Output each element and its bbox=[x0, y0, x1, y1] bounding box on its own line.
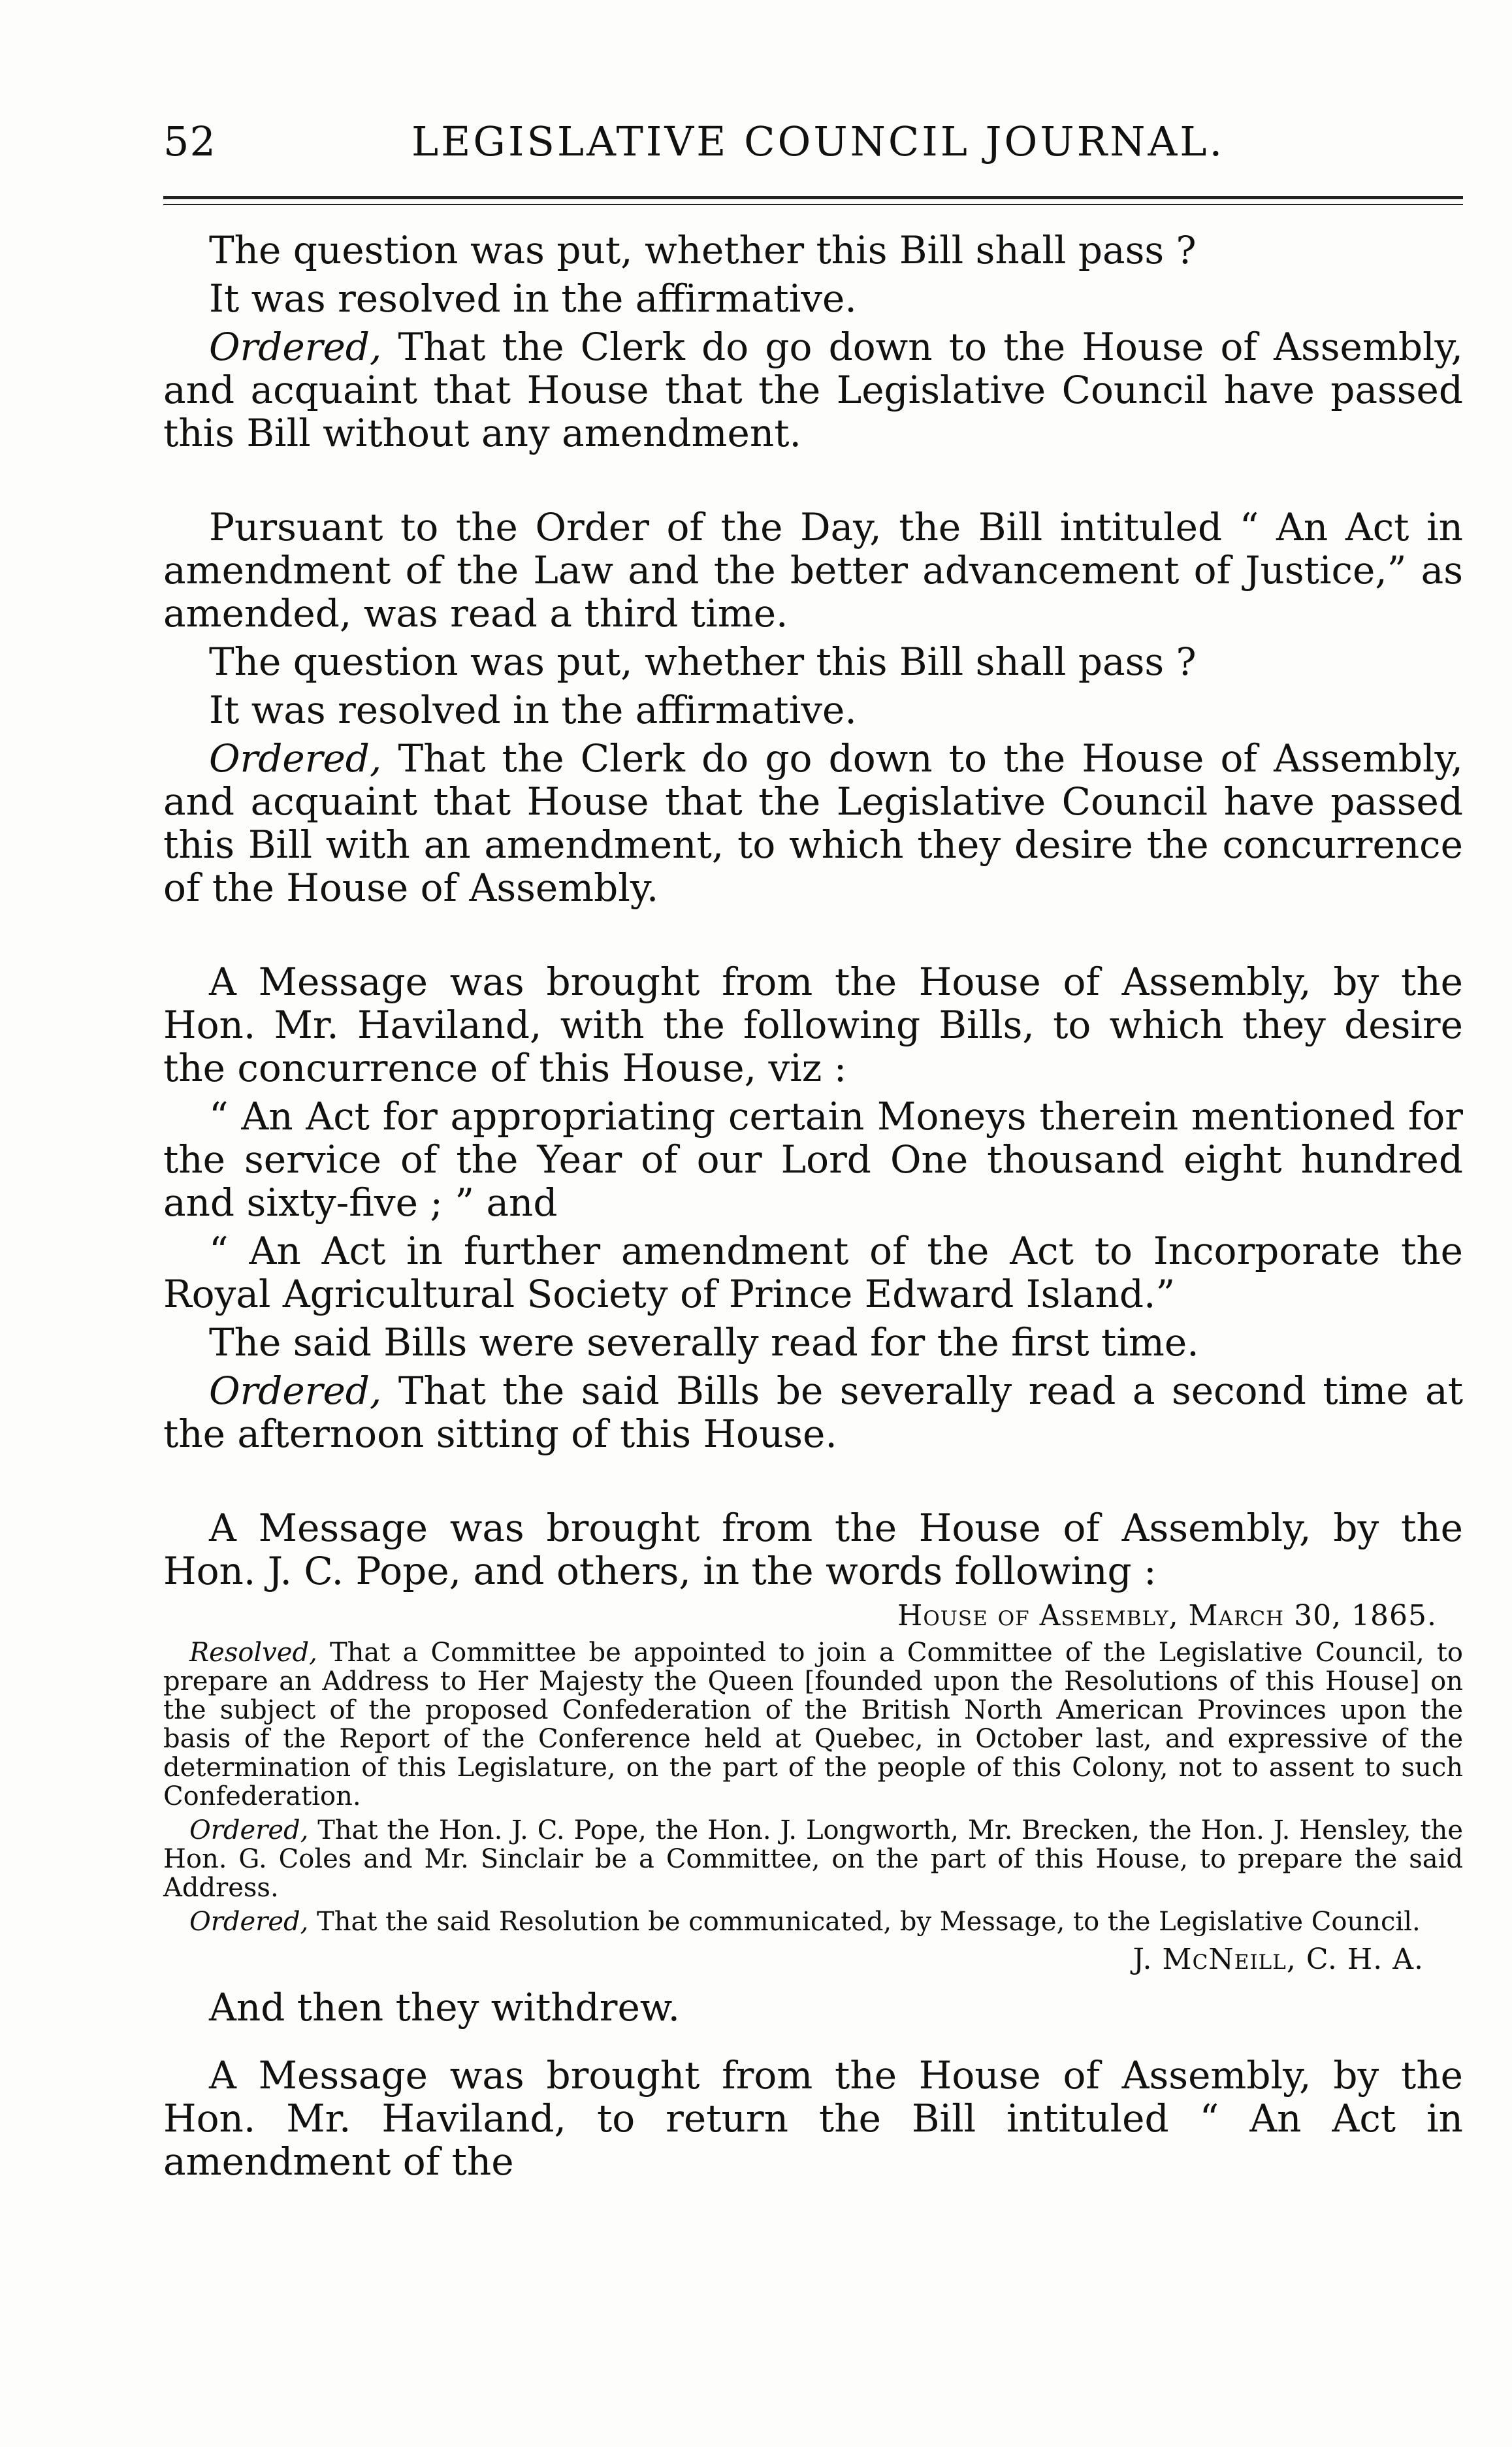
paragraph-bill-appropriation: “ An Act for appropriating certain Moneys therein mentioned for the service of the Year of our Lord One thousand eight hundred and sixty-five ; ” and bbox=[163, 1094, 1463, 1225]
paragraph-resolved-2: It was resolved in the affirmative. bbox=[209, 688, 857, 732]
paragraph-first-reading: The said Bills were severally read for the first time. bbox=[209, 1320, 1199, 1365]
section-gap bbox=[163, 460, 1463, 506]
page-number: 52 bbox=[163, 118, 216, 165]
section-gap bbox=[163, 2034, 1463, 2054]
ordered-label: Ordered, bbox=[189, 1815, 309, 1845]
header-rule-thick bbox=[163, 196, 1463, 199]
paragraph-message-return-bill: A Message was brought from the House of Assembly, by the Hon. Mr. Haviland, to return the Bill intituled “ An Act in amendment of the bbox=[163, 2053, 1463, 2184]
paragraph-order-of-day: Pursuant to the Order of the Day, the Bill intituled “ An Act in amendment of the Law and the better advancement of Justice,” as amended, was read a third time. bbox=[163, 505, 1463, 636]
section-gap bbox=[163, 1461, 1463, 1506]
paragraph-withdrew: And then they withdrew. bbox=[209, 1985, 681, 2030]
ordered-text: That the Clerk do go down to the House of Assembly, and acquaint that House that the Legislative Council have passed this Bill with an amendment, to which they desire the concurrence of the House of Assembly. bbox=[163, 736, 1463, 910]
running-title: LEGISLATIVE COUNCIL JOURNAL. bbox=[411, 118, 1225, 165]
ordered-text: That the Clerk do go down to the House of Assembly, and acquaint that House that the Legislative Council have passed this Bill without any amendment. bbox=[163, 325, 1463, 455]
clerk-signature: J. McNeill, C. H. A. bbox=[1133, 1943, 1424, 1976]
ordered-label: Ordered, bbox=[209, 325, 382, 369]
ordered-text: That the Hon. J. C. Pope, the Hon. J. Longworth, Mr. Brecken, the Hon. J. Hensley, the Hon. G. Coles and Mr. Sinclair be a Committee, on the part of this House, to prepare the said Address. bbox=[163, 1815, 1463, 1903]
paragraph-ordered-1 bbox=[163, 325, 1463, 455]
resolved-label: Resolved, bbox=[189, 1638, 317, 1668]
resolved-body: That a Committee be appointed to join a Committee of the Legislative Council, to prepare an Address to Her Majesty the Queen [founded upon the Resolutions of this House] on the subject of the proposed Confederation of the British North American Provinces upon the basis of the Report of the Conference held at Quebec, in October last, and expressive of the determination of this Legislature, on the part of the people of this Colony, not to assent to such Confederation. bbox=[163, 1638, 1463, 1811]
ordered-text: That the said Bills be severally read a second time at the afternoon sitting of this House. bbox=[163, 1369, 1463, 1456]
paragraph-message-pope: A Message was brought from the House of Assembly, by the Hon. J. C. Pope, and others, in the words following : bbox=[163, 1506, 1463, 1593]
ordered-label: Ordered, bbox=[209, 736, 382, 781]
resolution-ordered-communicate bbox=[163, 1907, 1463, 1936]
paragraph-ordered-2 bbox=[163, 737, 1463, 909]
resolution-text bbox=[163, 1638, 1463, 1811]
paragraph-bill-agricultural: “ An Act in further amendment of the Act to Incorporate the Royal Agricultural Society of Prince Edward Island.” bbox=[163, 1229, 1463, 1316]
paragraph-resolved-1: It was resolved in the affirmative. bbox=[209, 276, 857, 321]
ordered-label: Ordered, bbox=[209, 1369, 382, 1413]
ordered-label: Ordered, bbox=[189, 1907, 309, 1937]
resolution-ordered-committee bbox=[163, 1816, 1463, 1902]
paragraph-ordered-3 bbox=[163, 1369, 1463, 1455]
journal-body bbox=[163, 229, 1463, 2188]
paragraph-question-1: The question was put, whether this Bill shall pass ? bbox=[209, 228, 1197, 272]
paragraph-question-2: The question was put, whether this Bill shall pass ? bbox=[209, 640, 1197, 684]
resolution-dateline: House of Assembly, March 30, 1865. bbox=[897, 1599, 1437, 1632]
paragraph-message-haviland: A Message was brought from the House of Assembly, by the Hon. Mr. Haviland, with the following Bills, to which they desire the concurrence of this House, viz : bbox=[163, 960, 1463, 1090]
page-header bbox=[163, 111, 1463, 170]
ordered-text: That the said Resolution be communicated, by Message, to the Legislative Council. bbox=[308, 1907, 1421, 1937]
section-gap bbox=[163, 915, 1463, 960]
header-rule-thin bbox=[163, 204, 1463, 205]
